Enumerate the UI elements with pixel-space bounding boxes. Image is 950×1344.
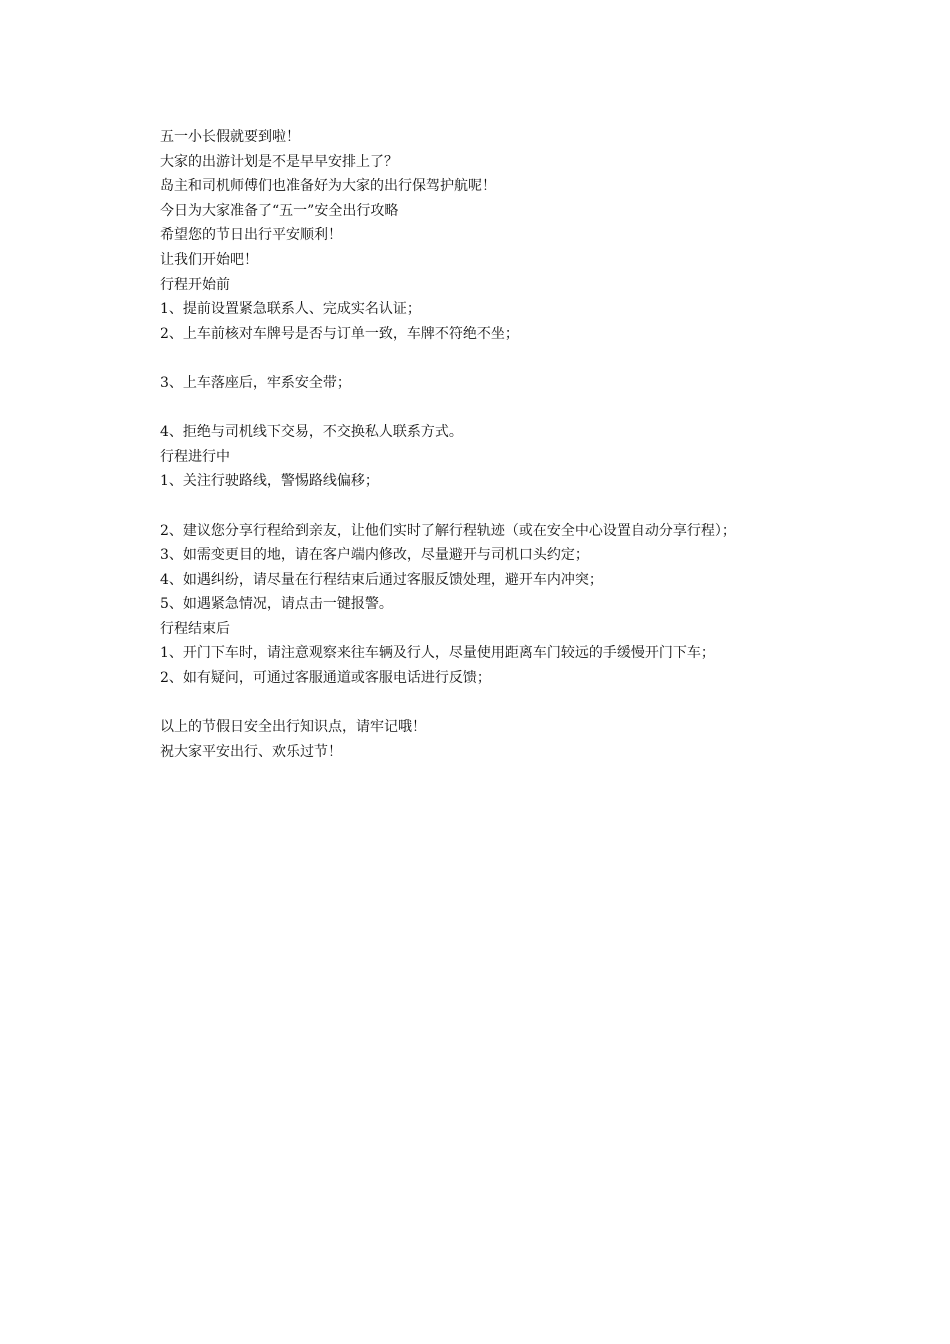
list-item: 5、如遇紧急情况，请点击一键报警。 — [160, 596, 393, 613]
closing-line: 祝大家平安出行、欢乐过节！ — [160, 743, 342, 760]
list-item: 1、提前设置紧急联系人、完成实名认证； — [160, 301, 421, 318]
document-body — [160, 125, 840, 764]
intro-line: 岛主和司机师傅们也准备好为大家的出行保驾护航呢！ — [160, 178, 496, 195]
intro-line: 大家的出游计划是不是早早安排上了？ — [160, 153, 398, 170]
section-heading-after: 行程结束后 — [160, 620, 230, 637]
intro-line: 希望您的节日出行平安顺利！ — [160, 227, 342, 244]
section-heading-before: 行程开始前 — [160, 276, 230, 293]
list-item: 3、上车落座后，牢系安全带； — [160, 374, 351, 391]
intro-line: 让我们开始吧！ — [160, 251, 258, 268]
blank-line — [160, 396, 840, 421]
section-heading-during: 行程进行中 — [160, 448, 230, 465]
list-item: 4、拒绝与司机线下交易，不交换私人联系方式。 — [160, 424, 463, 441]
blank-line — [160, 494, 840, 519]
blank-line — [160, 346, 840, 371]
list-item: 2、建议您分享行程给到亲友，让他们实时了解行程轨迹（或在安全中心设置自动分享行程）； — [160, 522, 736, 539]
list-item: 4、如遇纠纷，请尽量在行程结束后通过客服反馈处理，避开车内冲突； — [160, 571, 603, 588]
closing-line: 以上的节假日安全出行知识点，请牢记哦！ — [160, 719, 426, 736]
list-item: 1、开门下车时，请注意观察来往车辆及行人，尽量使用距离车门较远的手缓慢开门下车； — [160, 645, 715, 662]
intro-line: 五一小长假就要到啦！ — [160, 129, 300, 145]
list-item: 3、如需变更目的地，请在客户端内修改，尽量避开与司机口头约定； — [160, 547, 589, 564]
intro-line: 今日为大家准备了“五一”安全出行攻略 — [160, 202, 399, 219]
list-item: 2、如有疑问，可通过客服通道或客服电话进行反馈； — [160, 670, 491, 687]
blank-line — [160, 691, 840, 716]
list-item: 1、关注行驶路线，警惕路线偏移； — [160, 473, 379, 490]
list-item: 2、上车前核对车牌号是否与订单一致，车牌不符绝不坐； — [160, 325, 519, 342]
